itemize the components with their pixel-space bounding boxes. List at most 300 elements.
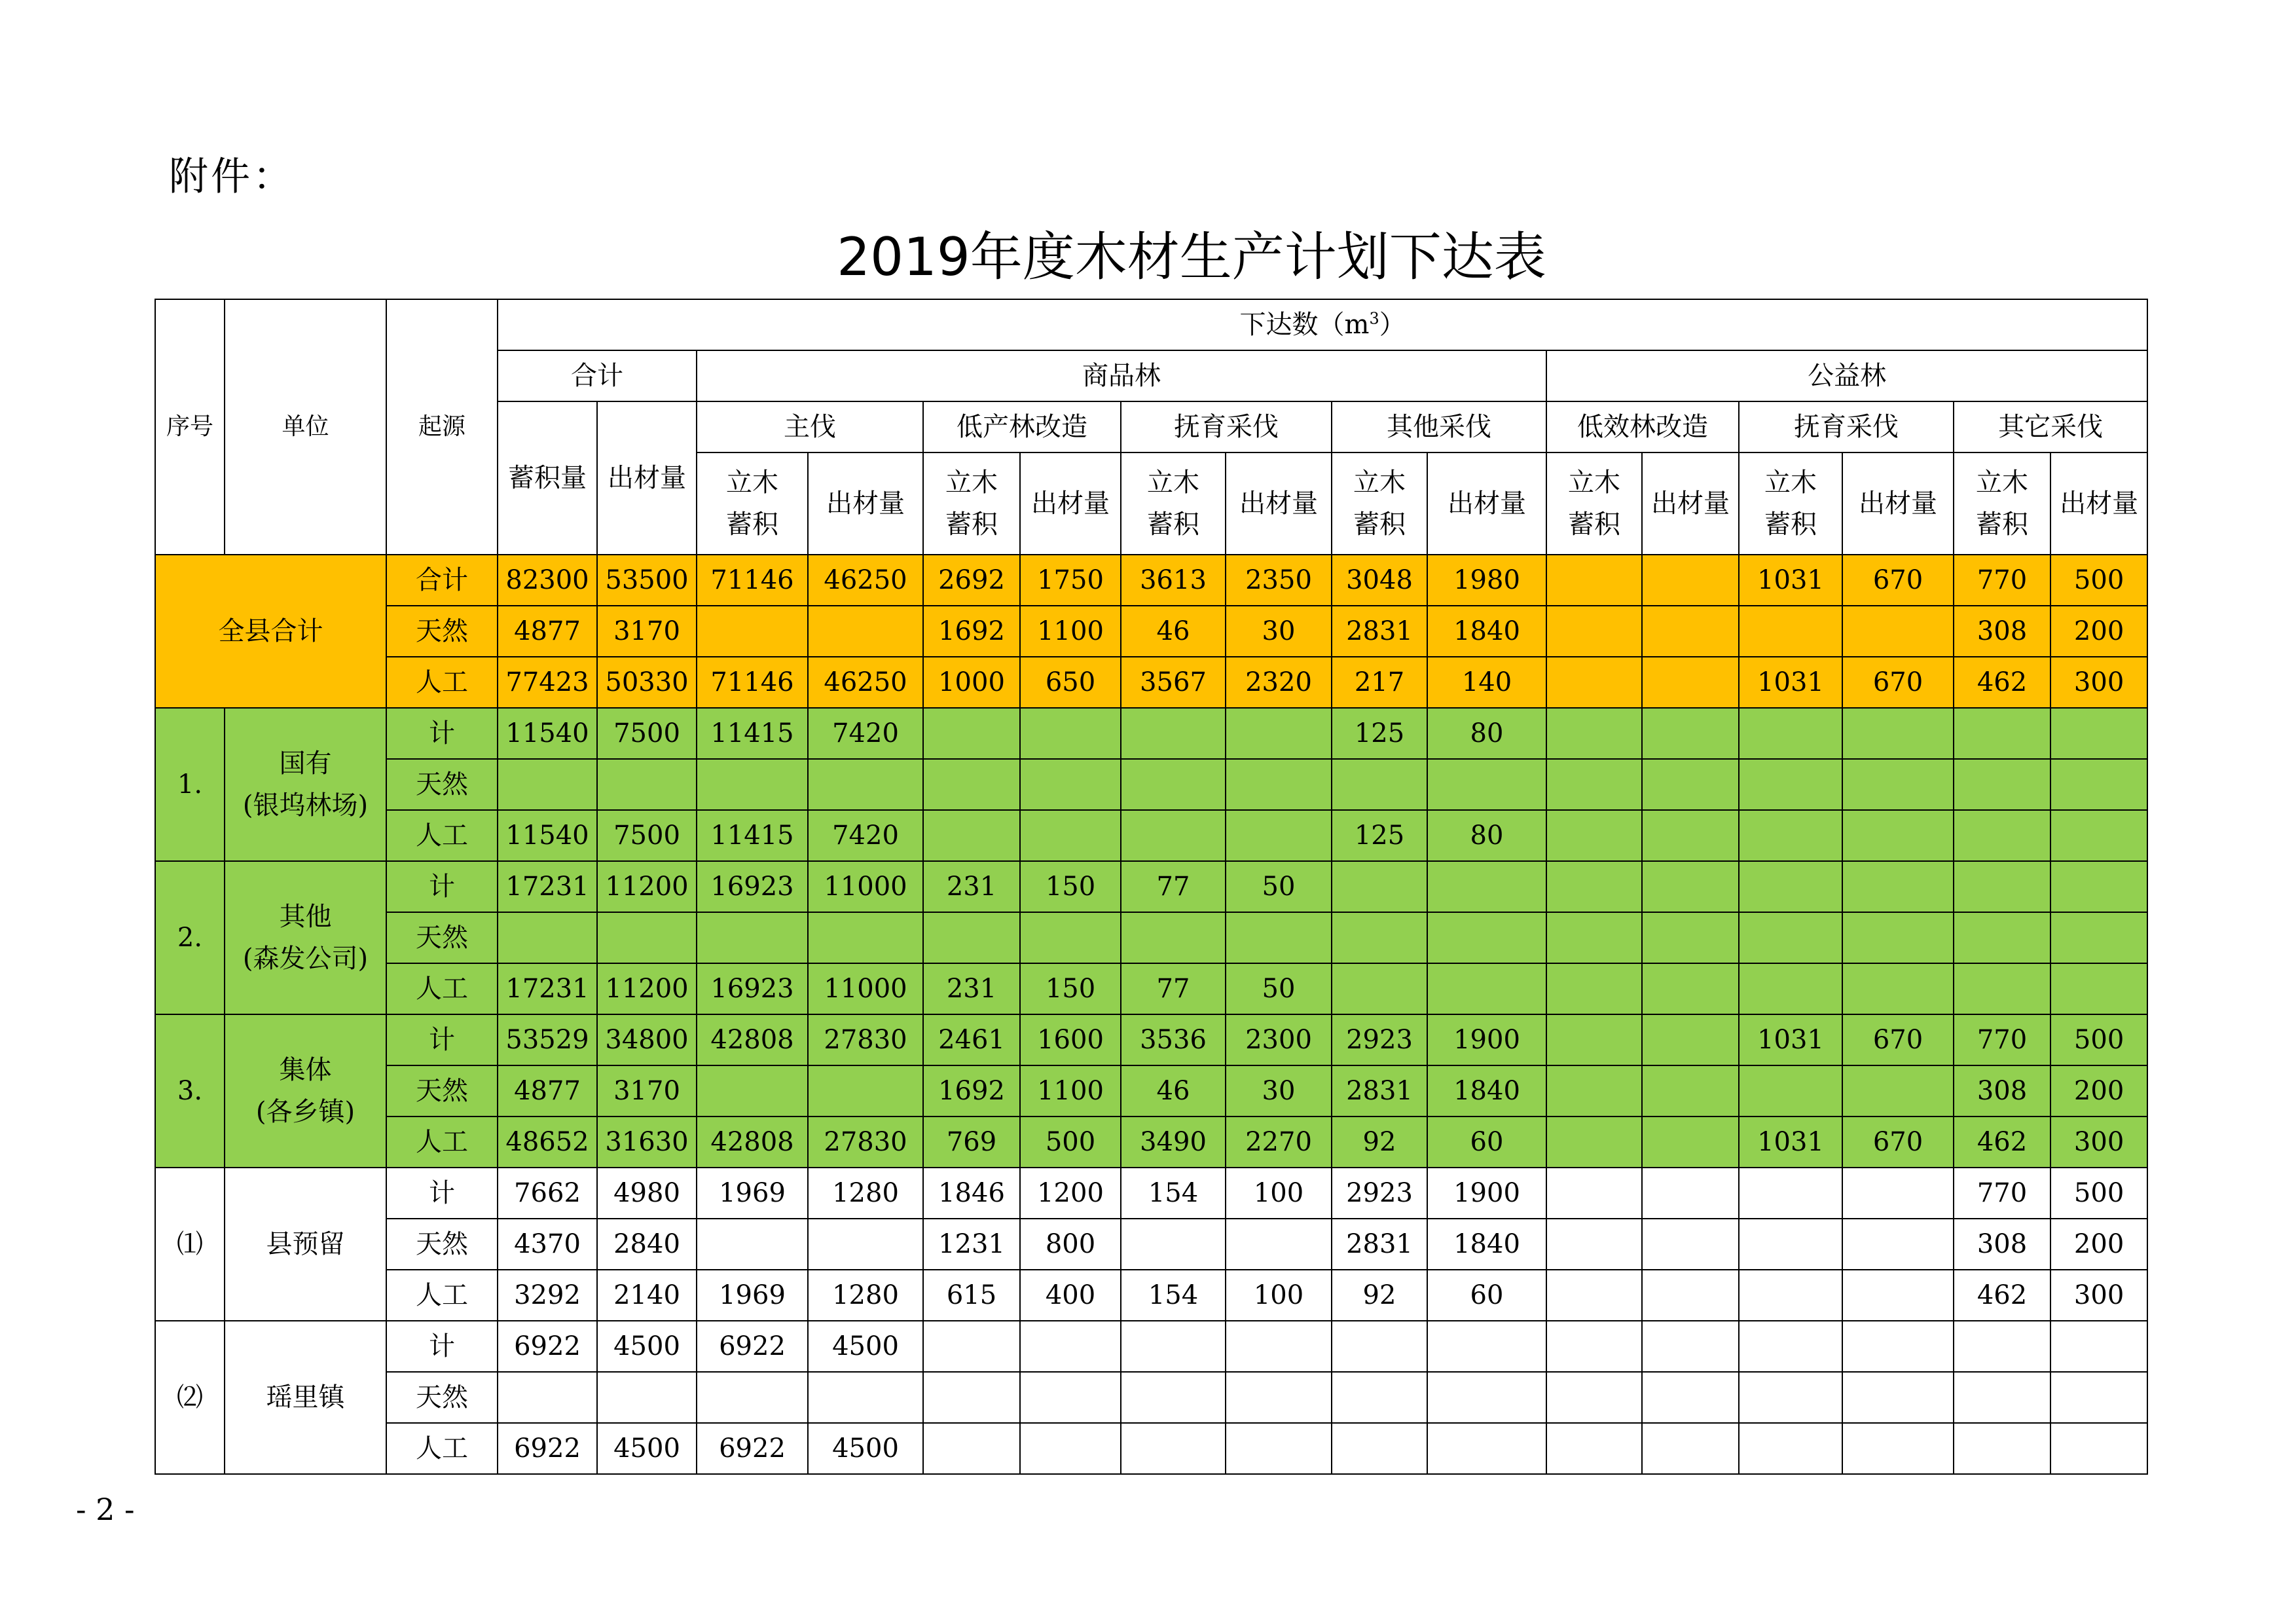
header-output-volume: 出材量 xyxy=(808,452,923,555)
value-cell: 50 xyxy=(1226,861,1332,912)
value-cell: 3170 xyxy=(597,606,697,657)
value-cell xyxy=(1332,1372,1427,1423)
value-cell xyxy=(1954,861,2050,912)
value-cell xyxy=(1642,963,1739,1014)
value-cell: 60 xyxy=(1427,1270,1546,1321)
header-output-volume: 出材量 xyxy=(1842,452,1954,555)
value-cell xyxy=(2050,912,2147,963)
value-cell: 17231 xyxy=(498,963,597,1014)
table-row xyxy=(155,555,2147,606)
header-output-volume: 出材量 xyxy=(1020,452,1121,555)
value-cell xyxy=(1546,555,1642,606)
value-cell: 3292 xyxy=(498,1270,597,1321)
origin-cell: 天然 xyxy=(386,1372,498,1423)
table-row xyxy=(155,657,2147,708)
value-cell xyxy=(1842,861,1954,912)
value-cell: 6922 xyxy=(697,1321,808,1372)
value-cell xyxy=(1739,708,1842,759)
table-row xyxy=(155,1270,2147,1321)
value-cell xyxy=(1546,1321,1642,1372)
value-cell xyxy=(1842,1065,1954,1116)
value-cell xyxy=(1642,912,1739,963)
seq-cell: ⑴ xyxy=(155,1168,225,1321)
value-cell xyxy=(923,708,1020,759)
value-cell xyxy=(1332,912,1427,963)
value-cell: 1980 xyxy=(1427,555,1546,606)
value-cell xyxy=(498,912,597,963)
value-cell: 4877 xyxy=(498,1065,597,1116)
header-standing-stock: 立木 蓄积 xyxy=(1121,452,1226,555)
value-cell: 231 xyxy=(923,963,1020,1014)
value-cell xyxy=(1642,555,1739,606)
value-cell xyxy=(1954,963,2050,1014)
value-cell xyxy=(1842,1423,1954,1474)
value-cell: 650 xyxy=(1020,657,1121,708)
value-cell: 308 xyxy=(1954,1219,2050,1270)
value-cell: 1280 xyxy=(808,1168,923,1219)
value-cell xyxy=(1121,1321,1226,1372)
value-cell: 154 xyxy=(1121,1270,1226,1321)
value-cell: 1840 xyxy=(1427,1065,1546,1116)
page-number: - 2 - xyxy=(76,1492,135,1527)
value-cell xyxy=(1842,1168,1954,1219)
value-cell: 1900 xyxy=(1427,1014,1546,1065)
value-cell xyxy=(923,1372,1020,1423)
value-cell xyxy=(1332,861,1427,912)
table-row xyxy=(155,1219,2147,1270)
value-cell: 42808 xyxy=(697,1014,808,1065)
value-cell xyxy=(1642,1321,1739,1372)
unit-cell: 其他 (森发公司) xyxy=(225,861,386,1014)
origin-cell: 计 xyxy=(386,1014,498,1065)
value-cell xyxy=(1642,1219,1739,1270)
value-cell xyxy=(697,912,808,963)
value-cell: 1969 xyxy=(697,1168,808,1219)
origin-cell: 天然 xyxy=(386,759,498,810)
table-row xyxy=(155,1321,2147,1372)
value-cell: 1031 xyxy=(1739,555,1842,606)
value-cell xyxy=(1226,1423,1332,1474)
value-cell xyxy=(923,810,1020,861)
header-output-volume: 出材量 xyxy=(1642,452,1739,555)
value-cell xyxy=(1642,1270,1739,1321)
value-cell: 500 xyxy=(2050,555,2147,606)
header-output-volume: 出材量 xyxy=(1226,452,1332,555)
origin-cell: 人工 xyxy=(386,1270,498,1321)
value-cell xyxy=(1020,1372,1121,1423)
value-cell xyxy=(1332,1423,1427,1474)
value-cell xyxy=(1546,912,1642,963)
value-cell: 4370 xyxy=(498,1219,597,1270)
value-cell xyxy=(2050,759,2147,810)
value-cell xyxy=(1739,1423,1842,1474)
timber-plan-table xyxy=(155,299,2148,1475)
value-cell: 770 xyxy=(1954,555,2050,606)
value-cell xyxy=(1842,1270,1954,1321)
value-cell xyxy=(2050,1372,2147,1423)
value-cell xyxy=(1020,708,1121,759)
value-cell xyxy=(1332,759,1427,810)
page-title: 2019年度木材生产计划下达表 xyxy=(837,227,1546,287)
value-cell: 11540 xyxy=(498,708,597,759)
value-cell: 80 xyxy=(1427,708,1546,759)
value-cell: 2831 xyxy=(1332,1219,1427,1270)
value-cell xyxy=(1546,810,1642,861)
value-cell xyxy=(1642,1168,1739,1219)
value-cell: 200 xyxy=(2050,1219,2147,1270)
header-standing-stock: 立木 蓄积 xyxy=(923,452,1020,555)
value-cell xyxy=(1427,1321,1546,1372)
header-other-cut: 其他采伐 xyxy=(1332,401,1546,452)
value-cell: 140 xyxy=(1427,657,1546,708)
value-cell xyxy=(808,606,923,657)
header-lowyield: 低产林改造 xyxy=(923,401,1121,452)
table-row xyxy=(155,1423,2147,1474)
value-cell: 1969 xyxy=(697,1270,808,1321)
header-standing-stock: 立木 蓄积 xyxy=(697,452,808,555)
value-cell: 46 xyxy=(1121,1065,1226,1116)
value-cell: 2692 xyxy=(923,555,1020,606)
value-cell: 231 xyxy=(923,861,1020,912)
value-cell: 6922 xyxy=(498,1321,597,1372)
value-cell: 1231 xyxy=(923,1219,1020,1270)
value-cell xyxy=(1954,759,2050,810)
value-cell: 7500 xyxy=(597,810,697,861)
table-row xyxy=(155,1372,2147,1423)
value-cell xyxy=(1546,1372,1642,1423)
value-cell xyxy=(1739,1219,1842,1270)
value-cell: 4877 xyxy=(498,606,597,657)
value-cell xyxy=(1546,1014,1642,1065)
value-cell xyxy=(1842,759,1954,810)
header-ineffective: 低效林改造 xyxy=(1546,401,1739,452)
value-cell xyxy=(1954,708,2050,759)
value-cell: 300 xyxy=(2050,657,2147,708)
value-cell xyxy=(2050,861,2147,912)
value-cell: 1200 xyxy=(1020,1168,1121,1219)
value-cell: 4500 xyxy=(808,1321,923,1372)
value-cell xyxy=(808,1065,923,1116)
value-cell: 769 xyxy=(923,1116,1020,1168)
value-cell xyxy=(1739,810,1842,861)
value-cell: 30 xyxy=(1226,606,1332,657)
value-cell xyxy=(1642,1423,1739,1474)
value-cell: 53500 xyxy=(597,555,697,606)
value-cell: 46250 xyxy=(808,657,923,708)
value-cell xyxy=(1546,1116,1642,1168)
header-output-volume: 出材量 xyxy=(1427,452,1546,555)
value-cell: 800 xyxy=(1020,1219,1121,1270)
header-issued: 下达数$(m^3)$ xyxy=(498,299,2147,350)
value-cell: 2140 xyxy=(597,1270,697,1321)
value-cell xyxy=(498,1372,597,1423)
value-cell xyxy=(1642,1065,1739,1116)
value-cell: 4500 xyxy=(597,1321,697,1372)
value-cell xyxy=(1739,1270,1842,1321)
value-cell xyxy=(697,1065,808,1116)
value-cell: 1600 xyxy=(1020,1014,1121,1065)
unit-cell: 集体 (各乡镇) xyxy=(225,1014,386,1168)
value-cell: 500 xyxy=(2050,1168,2147,1219)
header-standing-stock: 立木 蓄积 xyxy=(1954,452,2050,555)
value-cell xyxy=(1226,708,1332,759)
value-cell xyxy=(597,912,697,963)
origin-cell: 计 xyxy=(386,708,498,759)
value-cell: 3613 xyxy=(1121,555,1226,606)
value-cell xyxy=(1332,1321,1427,1372)
value-cell xyxy=(1739,1321,1842,1372)
header-public-forest: 公益林 xyxy=(1546,350,2147,401)
value-cell: 100 xyxy=(1226,1168,1332,1219)
value-cell xyxy=(498,759,597,810)
value-cell: 7420 xyxy=(808,810,923,861)
value-cell xyxy=(1642,1014,1739,1065)
value-cell: 11200 xyxy=(597,963,697,1014)
value-cell: 770 xyxy=(1954,1168,2050,1219)
value-cell: 46 xyxy=(1121,606,1226,657)
value-cell xyxy=(1546,1270,1642,1321)
value-cell xyxy=(1226,1219,1332,1270)
value-cell: 150 xyxy=(1020,861,1121,912)
value-cell: 1900 xyxy=(1427,1168,1546,1219)
value-cell xyxy=(1546,759,1642,810)
value-cell: 1000 xyxy=(923,657,1020,708)
table-row xyxy=(155,1014,2147,1065)
value-cell: 77423 xyxy=(498,657,597,708)
value-cell xyxy=(1642,1372,1739,1423)
header-commercial-forest: 商品林 xyxy=(697,350,1546,401)
value-cell: 500 xyxy=(1020,1116,1121,1168)
value-cell: 16923 xyxy=(697,963,808,1014)
value-cell: 50 xyxy=(1226,963,1332,1014)
value-cell xyxy=(1546,1168,1642,1219)
value-cell xyxy=(1226,912,1332,963)
value-cell xyxy=(697,1219,808,1270)
value-cell xyxy=(1020,912,1121,963)
value-cell xyxy=(808,1372,923,1423)
value-cell: 400 xyxy=(1020,1270,1121,1321)
value-cell xyxy=(1739,606,1842,657)
value-cell: 34800 xyxy=(597,1014,697,1065)
value-cell: 100 xyxy=(1226,1270,1332,1321)
value-cell xyxy=(597,1372,697,1423)
value-cell xyxy=(1226,810,1332,861)
value-cell xyxy=(1842,1372,1954,1423)
table-row xyxy=(155,1116,2147,1168)
value-cell xyxy=(923,1321,1020,1372)
value-cell xyxy=(1842,810,1954,861)
header-pub-tending: 抚育采伐 xyxy=(1739,401,1954,452)
value-cell xyxy=(1739,861,1842,912)
value-cell xyxy=(1842,708,1954,759)
value-cell: 2320 xyxy=(1226,657,1332,708)
attachment-label: 附件： xyxy=(169,154,295,200)
table-row xyxy=(155,1168,2147,1219)
value-cell: 3048 xyxy=(1332,555,1427,606)
value-cell: 200 xyxy=(2050,1065,2147,1116)
value-cell: 1100 xyxy=(1020,606,1121,657)
value-cell xyxy=(1546,861,1642,912)
value-cell xyxy=(1020,1423,1121,1474)
value-cell: 6922 xyxy=(697,1423,808,1474)
value-cell xyxy=(1642,861,1739,912)
value-cell xyxy=(923,1423,1020,1474)
value-cell xyxy=(1642,1116,1739,1168)
origin-cell: 计 xyxy=(386,861,498,912)
value-cell xyxy=(1427,1372,1546,1423)
seq-cell: 1. xyxy=(155,708,225,861)
value-cell xyxy=(1020,759,1121,810)
value-cell: 27830 xyxy=(808,1014,923,1065)
value-cell xyxy=(697,1372,808,1423)
value-cell: 1031 xyxy=(1739,1116,1842,1168)
origin-cell: 人工 xyxy=(386,963,498,1014)
value-cell xyxy=(1954,810,2050,861)
value-cell: 308 xyxy=(1954,606,2050,657)
value-cell: 200 xyxy=(2050,606,2147,657)
value-cell xyxy=(1546,1065,1642,1116)
value-cell: 670 xyxy=(1842,1014,1954,1065)
value-cell: 1846 xyxy=(923,1168,1020,1219)
value-cell xyxy=(1642,708,1739,759)
header-output-volume: 出材量 xyxy=(2050,452,2147,555)
origin-cell: 计 xyxy=(386,1168,498,1219)
header-output: 出材量 xyxy=(597,401,697,555)
value-cell: 2350 xyxy=(1226,555,1332,606)
value-cell xyxy=(923,759,1020,810)
value-cell xyxy=(1020,810,1121,861)
value-cell: 2270 xyxy=(1226,1116,1332,1168)
value-cell: 71146 xyxy=(697,657,808,708)
value-cell: 2831 xyxy=(1332,1065,1427,1116)
value-cell xyxy=(1642,810,1739,861)
value-cell xyxy=(1739,912,1842,963)
header-standing-stock: 立木 蓄积 xyxy=(1546,452,1642,555)
origin-cell: 计 xyxy=(386,1321,498,1372)
value-cell: 1280 xyxy=(808,1270,923,1321)
value-cell: 4980 xyxy=(597,1168,697,1219)
value-cell: 670 xyxy=(1842,555,1954,606)
value-cell: 670 xyxy=(1842,657,1954,708)
value-cell xyxy=(1954,1423,2050,1474)
value-cell xyxy=(1427,759,1546,810)
value-cell: 1840 xyxy=(1427,1219,1546,1270)
table-row xyxy=(155,759,2147,810)
value-cell xyxy=(808,1219,923,1270)
value-cell xyxy=(808,912,923,963)
value-cell: 500 xyxy=(2050,1014,2147,1065)
header-standing-stock: 立木 蓄积 xyxy=(1739,452,1842,555)
table-row xyxy=(155,606,2147,657)
value-cell xyxy=(1739,1168,1842,1219)
unit-cell: 县预留 xyxy=(225,1168,386,1321)
value-cell: 7500 xyxy=(597,708,697,759)
table-row xyxy=(155,810,2147,861)
value-cell xyxy=(2050,963,2147,1014)
value-cell: 3567 xyxy=(1121,657,1226,708)
value-cell: 27830 xyxy=(808,1116,923,1168)
table-row xyxy=(155,912,2147,963)
origin-cell: 人工 xyxy=(386,810,498,861)
value-cell: 2831 xyxy=(1332,606,1427,657)
value-cell: 2923 xyxy=(1332,1168,1427,1219)
origin-cell: 天然 xyxy=(386,912,498,963)
value-cell: 217 xyxy=(1332,657,1427,708)
value-cell xyxy=(1546,963,1642,1014)
value-cell: 1692 xyxy=(923,606,1020,657)
header-standing-stock: 立木 蓄积 xyxy=(1332,452,1427,555)
value-cell: 4500 xyxy=(808,1423,923,1474)
value-cell xyxy=(1842,606,1954,657)
value-cell: 670 xyxy=(1842,1116,1954,1168)
value-cell: 30 xyxy=(1226,1065,1332,1116)
value-cell xyxy=(1226,759,1332,810)
value-cell: 125 xyxy=(1332,810,1427,861)
value-cell: 300 xyxy=(2050,1116,2147,1168)
value-cell xyxy=(1121,1423,1226,1474)
value-cell xyxy=(1121,912,1226,963)
header-total-group: 合计 xyxy=(498,350,697,401)
value-cell: 80 xyxy=(1427,810,1546,861)
value-cell: 1750 xyxy=(1020,555,1121,606)
header-seq: 序号 xyxy=(155,299,225,555)
value-cell: 1840 xyxy=(1427,606,1546,657)
value-cell: 462 xyxy=(1954,657,2050,708)
value-cell xyxy=(1842,1321,1954,1372)
value-cell xyxy=(1842,1219,1954,1270)
value-cell: 71146 xyxy=(697,555,808,606)
value-cell: 7662 xyxy=(498,1168,597,1219)
value-cell xyxy=(808,759,923,810)
origin-cell: 人工 xyxy=(386,1116,498,1168)
value-cell xyxy=(1954,912,2050,963)
origin-cell: 人工 xyxy=(386,1423,498,1474)
unit-cell: 瑶里镇 xyxy=(225,1321,386,1474)
header-tending: 抚育采伐 xyxy=(1121,401,1332,452)
value-cell: 2300 xyxy=(1226,1014,1332,1065)
value-cell xyxy=(1546,1219,1642,1270)
unit-cell: 全县合计 xyxy=(155,555,386,708)
header-origin: 起源 xyxy=(386,299,498,555)
value-cell: 7420 xyxy=(808,708,923,759)
value-cell: 3536 xyxy=(1121,1014,1226,1065)
value-cell: 77 xyxy=(1121,861,1226,912)
value-cell xyxy=(1546,657,1642,708)
header-main-cut: 主伐 xyxy=(697,401,923,452)
origin-cell: 合计 xyxy=(386,555,498,606)
value-cell: 11415 xyxy=(697,810,808,861)
seq-cell: 3. xyxy=(155,1014,225,1168)
value-cell: 1100 xyxy=(1020,1065,1121,1116)
value-cell: 770 xyxy=(1954,1014,2050,1065)
value-cell xyxy=(1546,606,1642,657)
value-cell: 11200 xyxy=(597,861,697,912)
origin-cell: 天然 xyxy=(386,1065,498,1116)
value-cell xyxy=(1332,963,1427,1014)
value-cell: 125 xyxy=(1332,708,1427,759)
header-stock: 蓄积量 xyxy=(498,401,597,555)
value-cell: 42808 xyxy=(697,1116,808,1168)
value-cell: 46250 xyxy=(808,555,923,606)
value-cell xyxy=(1121,1372,1226,1423)
value-cell: 82300 xyxy=(498,555,597,606)
value-cell xyxy=(2050,1321,2147,1372)
value-cell: 2461 xyxy=(923,1014,1020,1065)
value-cell: 154 xyxy=(1121,1168,1226,1219)
table-row xyxy=(155,708,2147,759)
value-cell xyxy=(1842,963,1954,1014)
value-cell xyxy=(1546,708,1642,759)
